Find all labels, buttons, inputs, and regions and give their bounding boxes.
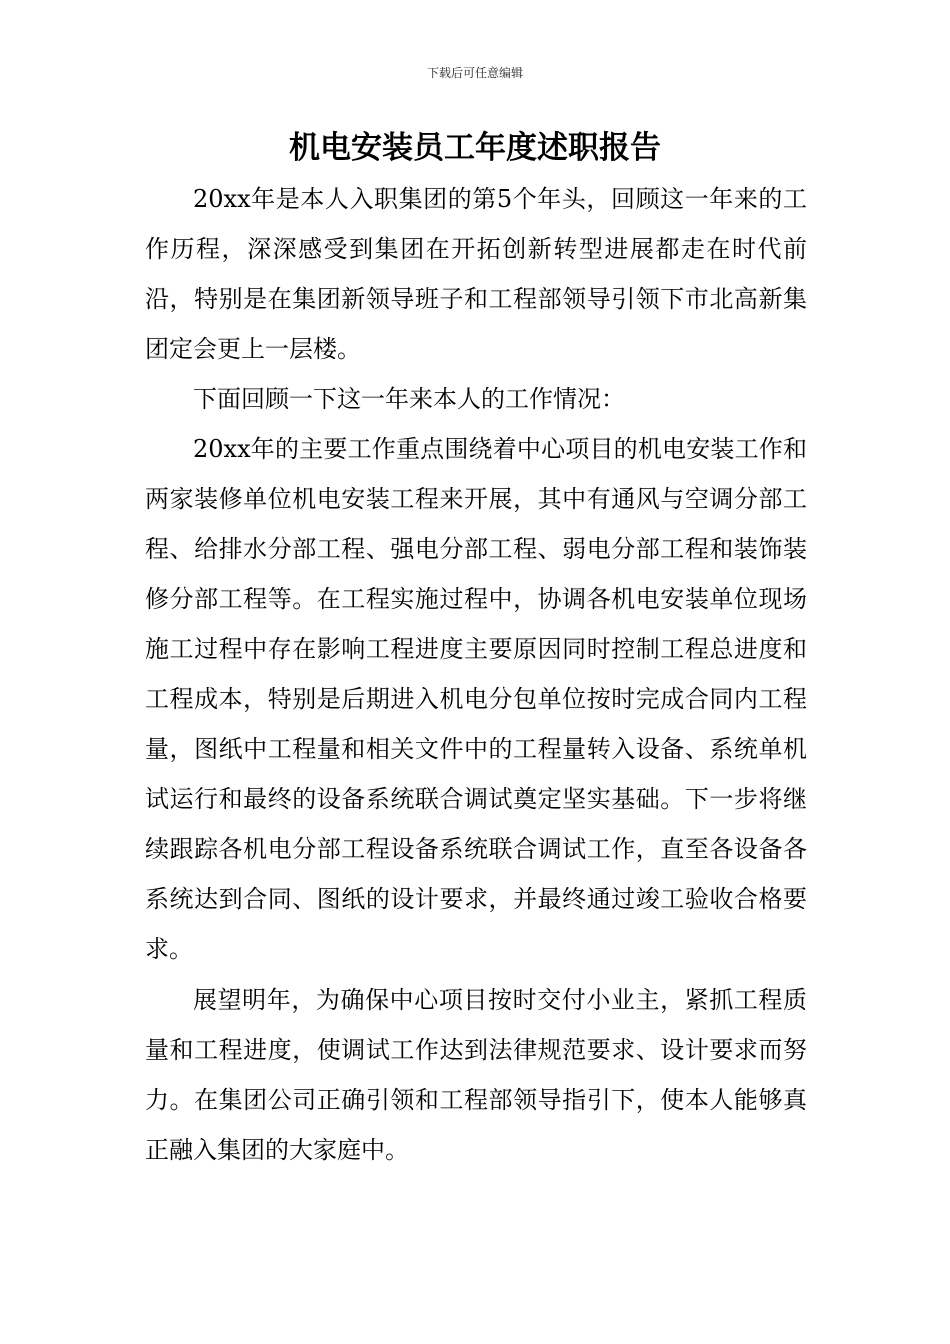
paragraph-review-lead: 下面回顾一下这一年来本人的工作情况： <box>193 385 625 413</box>
paragraph-outlook: 展望明年，为确保中心项目按时交付小业主，紧抓工程质量和工程进度，使调试工作达到法律规范要求、设计要求而努力。在集团公司正确引领和工程部领导指引下，使本人能够真正融入集团的大家庭中。 <box>145 986 807 1164</box>
paragraph-intro: 20xx年是本人入职集团的第5个年头，回顾这一年来的工作历程，深深感受到集团在开拓创新转型进展都走在时代前沿，特别是在集团新领导班子和工程部领导引领下市北高新集团定会更上一层楼。 <box>145 185 807 363</box>
document-body <box>145 174 807 1175</box>
paragraph-work-details: 20xx年的主要工作重点围绕着中心项目的机电安装工作和两家装修单位机电安装工程来开展，其中有通风与空调分部工程、给排水分部工程、强电分部工程、弱电分部工程和装饰装修分部工程等。在工程实施过程中，协调各机电安装单位现场施工过程中存在影响工程进度主要原因同时控制工程总进度和工程成本，特别是后期进入机电分包单位按时完成合同内工程量，图纸中工程量和相关文件中的工程量转入设备、系统单机试运行和最终的设备系统联合调试奠定坚实基础。下一步将继续跟踪各机电分部工程设备系统联合调试工作，直至各设备各系统达到合同、图纸的设计要求，并最终通过竣工验收合格要求。 <box>145 435 807 963</box>
header-note: 下载后可任意编辑 <box>426 66 523 80</box>
document-title: 机电安装员工年度述职报告 <box>289 130 661 166</box>
